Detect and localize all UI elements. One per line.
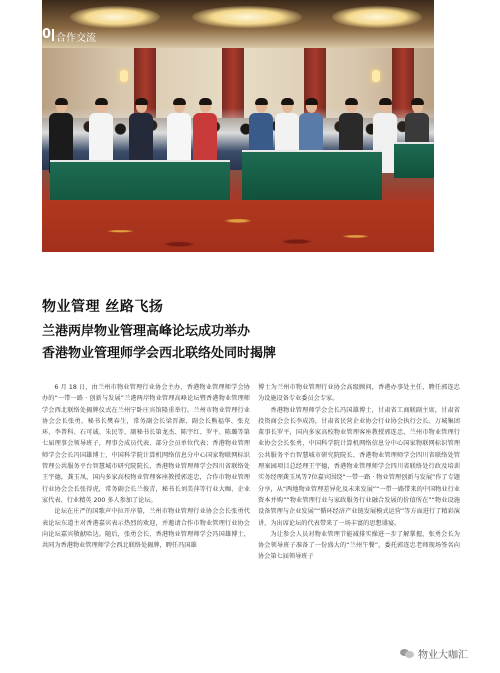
page-number: 50: [33, 27, 52, 42]
watermark: [400, 646, 468, 661]
green-table: [242, 150, 382, 202]
body-column-right: [258, 382, 460, 563]
body-paragraph: 博士为兰州市物业管理行业协会高级顾问，香港办事处主任，聘任郭连忠为设施设备专业委员会专家。: [258, 384, 460, 403]
wall-lamp: [372, 70, 380, 82]
body-paragraph: 香港物业管理师学会会长冯国雄博士，甘肃省工商联副主席，甘肃省投资商会会长李成涛，甘肃省民营企业协会行业协会执行会长、万城集团董事长罗平，国内多家高校物业管理客座教授郭连忠，兰州市物业管理行业协会会长张勇，中国科学院计算机网络信息分中心国家物联网标识管理公共服务平台智慧城市研究院院长、香港物业管理师学会四川省联络处管理案园项目总经理王宇德，香港物业管理师学会四川省联络处行政及培训实务经理龚玉凤等7位嘉宾围绕“一带一路 · 物业管理创新与发展”作了专题分享，从“两地物业管理差异化及未来发展”“一带一路带来的中国物业行业资本并购”“物业管理行业与家政服务行业融合发展的价值所在”“物业设施设备管理与企业发展”“循环经济产业链发展模式运营”等方面进行了精彩演讲，为出席论坛的代表带来了一场丰富的思想盛宴。: [258, 406, 460, 527]
conference-photo: [42, 0, 434, 252]
article-subtitle: 兰港两岸物业管理高峰论坛成功举办: [42, 324, 251, 339]
patterned-carpet: [42, 200, 434, 252]
section-label: 合作交流: [56, 33, 96, 44]
watermark-text: 物业大咖汇: [418, 650, 468, 661]
chandelier: [332, 6, 422, 28]
body-column-left: [42, 382, 250, 551]
body-paragraph: 论坛在庄严的国歌声中拉开序幕，兰州市物业管理行业协会会长张勇代表论坛东道主对香港嘉宾表示热烈的欢迎，并邀请合作市物业管理行业协会向论坛嘉宾敬献哈达。随后，张勇会长、香港物业管理师学会冯国雄博士，共同为香港物业管理师学会西北联络处揭牌，聘任冯国雄: [42, 508, 250, 550]
header-divider: [52, 29, 54, 41]
chandelier: [192, 6, 302, 28]
wall-lamp: [120, 70, 128, 82]
chandelier: [70, 6, 160, 28]
body-paragraph: 为让参会人员对物业管理节能减排实操进一步了解掌握，张勇会长为协会领导班子准备了一份盛大的“兰州午餐”，委托郭连忠老师现场签名向协会第七届领导班子: [258, 530, 460, 561]
article-subtitle-secondary: 香港物业管理师学会西北联络处同时揭牌: [42, 346, 277, 361]
article-title: 物业管理 丝路飞扬: [42, 299, 164, 315]
body-paragraph: 6 月 18 日，由兰州市物业管理行业协会主办、香港物业管理师学会协办的“一带一路 · 创新与发展”兰港两岸物业管理高峰论坛暨香港物业管理师学会西北联络处揭牌仪式在兰州宁卧庄宾馆隆重举行。兰州市物业管理行业协会会长张勇，秘书长樊春生，常务副会长梁晋源，副会长熊福华、张克环、李普科、石可诚、朱民等，副秘书长第龙杰、陈宇红、罗平、陈璐等第七届理事会领导班子，理事会成员代表、部分会员单位代表；香港物业管理师学会会长冯国雄博士，中国科学院计算机网络信息分中心国家物联网标识管理公共服务平台智慧城市研究院院长、香港物业管理师学会四川省联络处王宇德，龚玉凤，国内多家高校物业管理客座教授郭连忠，合作市物业管理行业协会会长张得虎，常务副会长兰俊青，秘书长刘美萍等行业大咖、企业家代表、行业精英 200 多人参加了论坛。: [42, 384, 250, 504]
green-table: [394, 142, 434, 178]
wechat-icon: [400, 648, 414, 659]
